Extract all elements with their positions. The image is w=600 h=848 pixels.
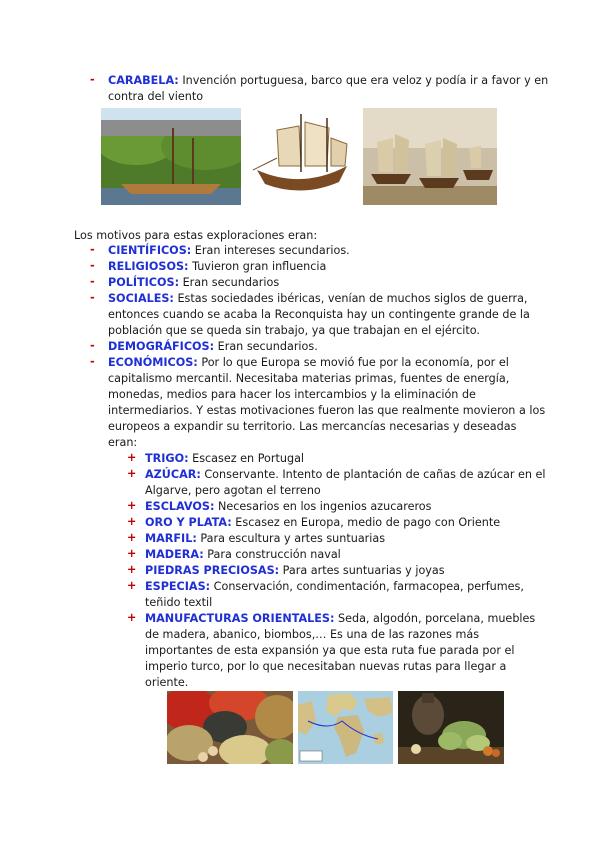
plus-bullet: + xyxy=(127,451,137,464)
caravel-photo-harbor xyxy=(101,108,241,205)
mercancia-especias-line: teñido textil xyxy=(145,596,213,609)
mercancia-piedras: PIEDRAS PRECIOSAS: Para artes suntuarias y joyas xyxy=(145,564,445,577)
caravel-drawing xyxy=(247,108,357,205)
motivos-intro: Los motivos para estas exploraciones eran: xyxy=(74,229,318,242)
still-life-painting xyxy=(398,691,504,764)
plus-bullet: + xyxy=(127,611,137,624)
motivo-economicos-line: europeos a expandir su territorio. Las mercancías necesarias y deseadas xyxy=(108,420,517,433)
dash-bullet: - xyxy=(90,355,95,368)
mercancia-oro-plata: ORO Y PLATA: Escasez en Europa, medio de pago con Oriente xyxy=(145,516,501,529)
plus-bullet: + xyxy=(127,467,137,480)
plus-bullet: + xyxy=(127,547,137,560)
motivo-demograficos: DEMOGRÁFICOS: Eran secundarios. xyxy=(108,340,318,353)
mercancia-manufacturas-line: imperio turco, por lo que necesitaban nuevas rutas para llegar a xyxy=(145,660,507,673)
mercancia-trigo: TRIGO: Escasez en Portugal xyxy=(145,452,305,465)
mercancia-manufacturas: MANUFACTURAS ORIENTALES: Seda, algodón, porcelana, muebles xyxy=(145,612,536,625)
plus-bullet: + xyxy=(127,499,137,512)
carabela-line-1: CARABELA: Invención portuguesa, barco que era veloz y podía ir a favor y en xyxy=(108,74,549,87)
mercancia-azucar: AZÚCAR: Conservante. Intento de plantación de cañas de azúcar en el xyxy=(145,468,546,481)
mercancia-manufacturas-line: importantes de esta expansión ya que esta ruta fue parada por el xyxy=(145,644,515,657)
motivo-economicos-line: intermediarios. Y estas motivaciones fueron las que realmente movieron a los xyxy=(108,404,546,417)
plus-bullet: + xyxy=(127,515,137,528)
spices-photo xyxy=(167,691,293,764)
dash-bullet: - xyxy=(90,339,95,352)
motivo-sociales-line: entonces cuando se acaba la Reconquista hay un contingente grande de la xyxy=(108,308,530,321)
motivo-economicos: ECONÓMICOS: Por lo que Europa se movió fue por la economía, por el xyxy=(108,356,509,369)
map-image xyxy=(298,691,393,764)
plus-bullet: + xyxy=(127,563,137,576)
carabela-keyword: CARABELA: xyxy=(108,74,179,87)
motivo-economicos-line: capitalismo mercantil. Necesitaba materias primas, fuentes de energía, xyxy=(108,372,510,385)
mercancia-madera: MADERA: Para construcción naval xyxy=(145,548,341,561)
motivo-politicos: POLÍTICOS: Eran secundarios xyxy=(108,276,280,289)
mercancia-especias: ESPECIAS: Conservación, condimentación, farmacopea, perfumes, xyxy=(145,580,524,593)
dash-bullet: - xyxy=(90,275,95,288)
mercancia-manufacturas-line: oriente. xyxy=(145,676,189,689)
dash-bullet: - xyxy=(90,73,95,86)
motivo-economicos-line: monedas, medios para hacer los intercambios y la eliminación de xyxy=(108,388,476,401)
motivo-religiosos: RELIGIOSOS: Tuvieron gran influencia xyxy=(108,260,327,273)
mercancia-esclavos: ESCLAVOS: Necesarios en los ingenios azucareros xyxy=(145,500,432,513)
motivo-sociales-line: población que se queda sin trabajo, ya que trabajan en el ejército. xyxy=(108,324,480,337)
mercancia-azucar-line: Algarve, pero agotan el terreno xyxy=(145,484,321,497)
motivo-economicos-line: eran: xyxy=(108,436,138,449)
dash-bullet: - xyxy=(90,243,95,256)
motivo-sociales: SOCIALES: Estas sociedades ibéricas, venían de muchos siglos de guerra, xyxy=(108,292,528,305)
dash-bullet: - xyxy=(90,259,95,272)
mercancia-marfil: MARFIL: Para escultura y artes suntuarias xyxy=(145,532,386,545)
caravel-models-photo xyxy=(363,108,497,205)
mercancia-manufacturas-line: de madera, abanico, biombos,… Es una de las razones más xyxy=(145,628,480,641)
plus-bullet: + xyxy=(127,531,137,544)
carabela-line-2: contra del viento xyxy=(108,90,204,103)
motivo-cientificos: CIENTÍFICOS: Eran intereses secundarios. xyxy=(108,244,350,257)
dash-bullet: - xyxy=(90,291,95,304)
plus-bullet: + xyxy=(127,579,137,592)
